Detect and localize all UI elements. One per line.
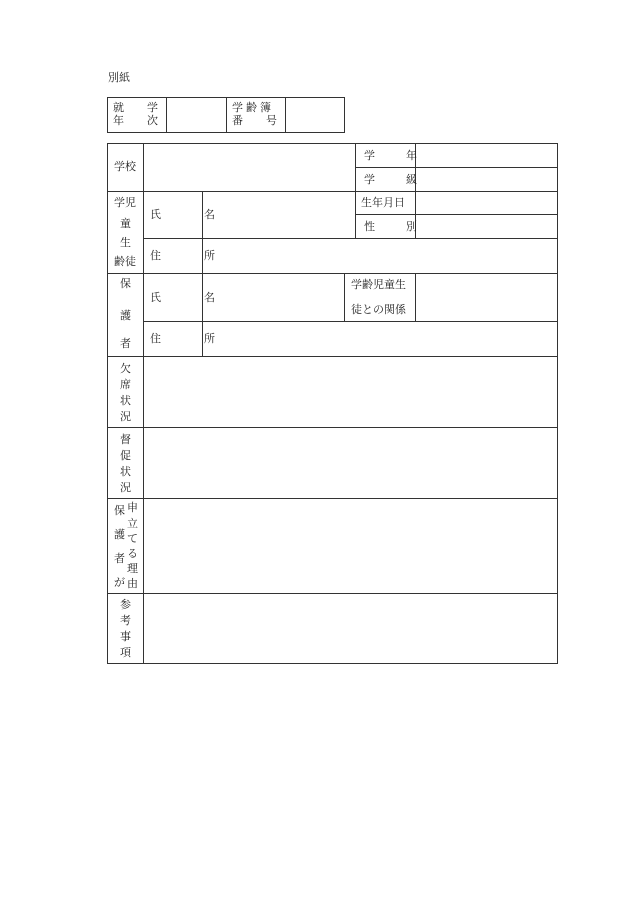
notes-label-3: 事 <box>120 630 131 643</box>
relation-label-line2: 徒との関係 <box>351 303 406 316</box>
notes-label-2: 考 <box>120 614 131 627</box>
reason-field[interactable] <box>144 499 557 592</box>
student-name-label: 氏 名 <box>150 208 231 221</box>
reason-label-col2-6: 由 <box>127 577 138 590</box>
class-field[interactable] <box>416 168 557 190</box>
school-label: 学校 <box>114 160 136 173</box>
guardian-label-2: 護 <box>120 309 131 322</box>
notes-label-1: 参 <box>120 598 131 611</box>
absence-label-2: 席 <box>120 378 131 391</box>
birthdate-label: 生年月日 <box>361 196 405 209</box>
reason-label-col1-3: 者 <box>114 552 125 565</box>
prompt-label-3: 状 <box>120 465 131 478</box>
class-label: 学 級 <box>364 173 427 186</box>
student-label-3: 生 <box>120 236 131 249</box>
prompt-status-field[interactable] <box>144 428 557 497</box>
absence-status-field[interactable] <box>144 357 557 426</box>
reason-label-col1-4: が <box>114 576 125 589</box>
gender-field[interactable] <box>416 215 557 237</box>
guardian-address-label: 住 所 <box>150 332 231 345</box>
grade-label-line2: 年 次 <box>113 114 164 127</box>
student-label-4: 齢徒 <box>114 255 136 268</box>
reason-label-col1-1: 保 <box>114 504 125 517</box>
reason-label-col1-2: 護 <box>114 528 125 541</box>
reason-label-col2-5: 理 <box>127 562 138 575</box>
register-label-line2: 番 号 <box>232 114 283 127</box>
absence-label-1: 欠 <box>120 362 131 375</box>
school-field[interactable] <box>144 144 354 190</box>
register-number-field[interactable] <box>286 98 344 132</box>
relation-label-line1: 学齢児童生 <box>351 278 406 291</box>
notes-label-4: 項 <box>120 646 131 659</box>
reason-label-col2-4: る <box>127 547 138 560</box>
student-address-label: 住 所 <box>150 249 231 262</box>
relation-field[interactable] <box>416 274 557 320</box>
grade-value-field[interactable] <box>167 98 225 132</box>
guardian-name-field[interactable] <box>203 274 343 320</box>
prompt-label-4: 況 <box>120 481 131 494</box>
notes-field[interactable] <box>144 594 557 663</box>
register-label-line1: 学齢簿 <box>232 101 274 114</box>
reason-label-col2-2: 立 <box>127 517 138 530</box>
birthdate-field[interactable] <box>416 192 557 214</box>
guardian-label-3: 者 <box>120 337 131 350</box>
gender-label: 性 別 <box>364 220 427 233</box>
reason-label-col2-1: 申 <box>127 501 138 514</box>
reason-label-col2-3: て <box>127 532 138 545</box>
absence-label-3: 状 <box>120 394 131 407</box>
student-address-field[interactable] <box>203 239 557 272</box>
prompt-label-1: 督 <box>120 433 131 446</box>
absence-label-4: 況 <box>120 410 131 423</box>
student-name-field[interactable] <box>203 192 354 237</box>
student-label-1: 学児 <box>114 196 136 209</box>
grade-label-line1: 就 学 <box>113 101 164 114</box>
guardian-label-1: 保 <box>120 277 131 290</box>
attachment-label: 別紙 <box>108 71 130 84</box>
student-label-2: 童 <box>120 217 131 230</box>
prompt-label-2: 促 <box>120 449 131 462</box>
year-field[interactable] <box>416 144 557 166</box>
guardian-address-field[interactable] <box>203 322 557 355</box>
year-label: 学 年 <box>364 149 427 162</box>
guardian-name-label: 氏 名 <box>150 291 231 304</box>
